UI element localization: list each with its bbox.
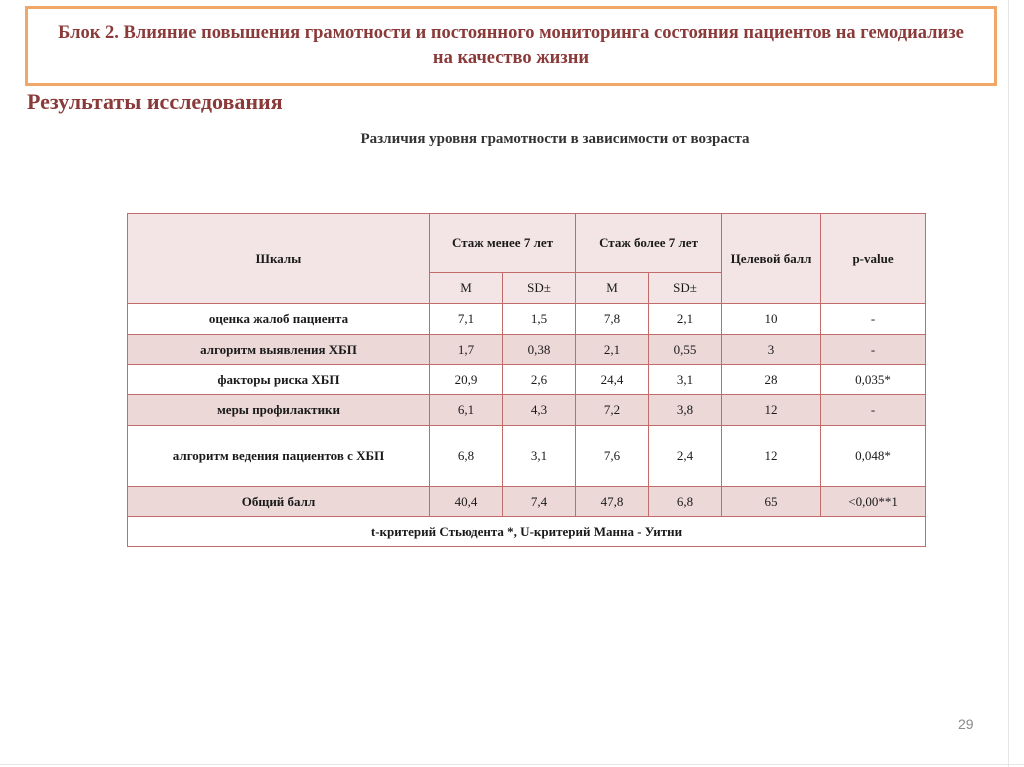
results-table [127,213,926,547]
cell-sd-under-7: 2,6 [503,365,576,395]
slide-bottom-edge [0,764,1024,765]
cell-m-over-7: 47,8 [576,487,649,517]
table-row [128,426,926,487]
page-number: 29 [958,716,974,732]
cell-m-under-7: 40,4 [430,487,503,517]
cell-p-value: 0,035* [821,365,926,395]
cell-m-under-7: 1,7 [430,335,503,365]
cell-p-value: - [821,395,926,426]
header-p-value: p-value [821,214,926,304]
header-m-over-7: M [576,273,649,304]
row-scale-label: алгоритм выявления ХБП [128,335,430,365]
cell-m-over-7: 7,2 [576,395,649,426]
cell-target-score: 3 [722,335,821,365]
row-scale-label: алгоритм ведения пациентов с ХБП [128,426,430,487]
slide-title: Блок 2. Влияние повышения грамотности и постоянного мониторинга состояния пациентов на гемодиализе на качество жизни [58,23,964,68]
slide-right-edge [1008,0,1009,767]
cell-m-under-7: 20,9 [430,365,503,395]
cell-target-score: 12 [722,426,821,487]
table-footnote-row [128,517,926,547]
cell-m-over-7: 7,8 [576,304,649,335]
cell-sd-under-7: 4,3 [503,395,576,426]
cell-m-over-7: 7,6 [576,426,649,487]
cell-target-score: 12 [722,395,821,426]
header-scales: Шкалы [128,214,430,304]
slide-title-box [25,6,997,86]
cell-target-score: 28 [722,365,821,395]
cell-target-score: 10 [722,304,821,335]
cell-m-under-7: 7,1 [430,304,503,335]
row-scale-label: оценка жалоб пациента [128,304,430,335]
cell-p-value: - [821,304,926,335]
header-sd-under-7: SD± [503,273,576,304]
header-sd-over-7: SD± [649,273,722,304]
row-scale-label: меры профилактики [128,395,430,426]
cell-m-under-7: 6,1 [430,395,503,426]
header-target-score: Целевой балл [722,214,821,304]
table-row [128,487,926,517]
cell-m-over-7: 2,1 [576,335,649,365]
cell-sd-over-7: 0,55 [649,335,722,365]
cell-p-value: - [821,335,926,365]
cell-sd-under-7: 0,38 [503,335,576,365]
table-caption: Различия уровня грамотности в зависимости от возраста [360,131,750,147]
header-group-over-7: Стаж более 7 лет [576,214,722,273]
cell-sd-under-7: 3,1 [503,426,576,487]
header-m-under-7: M [430,273,503,304]
cell-sd-over-7: 2,4 [649,426,722,487]
cell-sd-under-7: 7,4 [503,487,576,517]
cell-p-value: 0,048* [821,426,926,487]
table-row [128,335,926,365]
cell-m-over-7: 24,4 [576,365,649,395]
cell-p-value: <0,00**1 [821,487,926,517]
header-group-under-7: Стаж менее 7 лет [430,214,576,273]
row-scale-label: Общий балл [128,487,430,517]
cell-m-under-7: 6,8 [430,426,503,487]
table-row [128,304,926,335]
cell-sd-over-7: 3,8 [649,395,722,426]
section-subtitle: Результаты исследования [27,89,283,114]
cell-sd-over-7: 6,8 [649,487,722,517]
cell-sd-under-7: 1,5 [503,304,576,335]
table-row [128,365,926,395]
cell-sd-over-7: 2,1 [649,304,722,335]
table-footnote: t-критерий Стьюдента *, U-критерий Манна - Уитни [128,517,926,547]
cell-sd-over-7: 3,1 [649,365,722,395]
table-row [128,395,926,426]
table-header-row [128,214,926,273]
row-scale-label: факторы риска ХБП [128,365,430,395]
cell-target-score: 65 [722,487,821,517]
